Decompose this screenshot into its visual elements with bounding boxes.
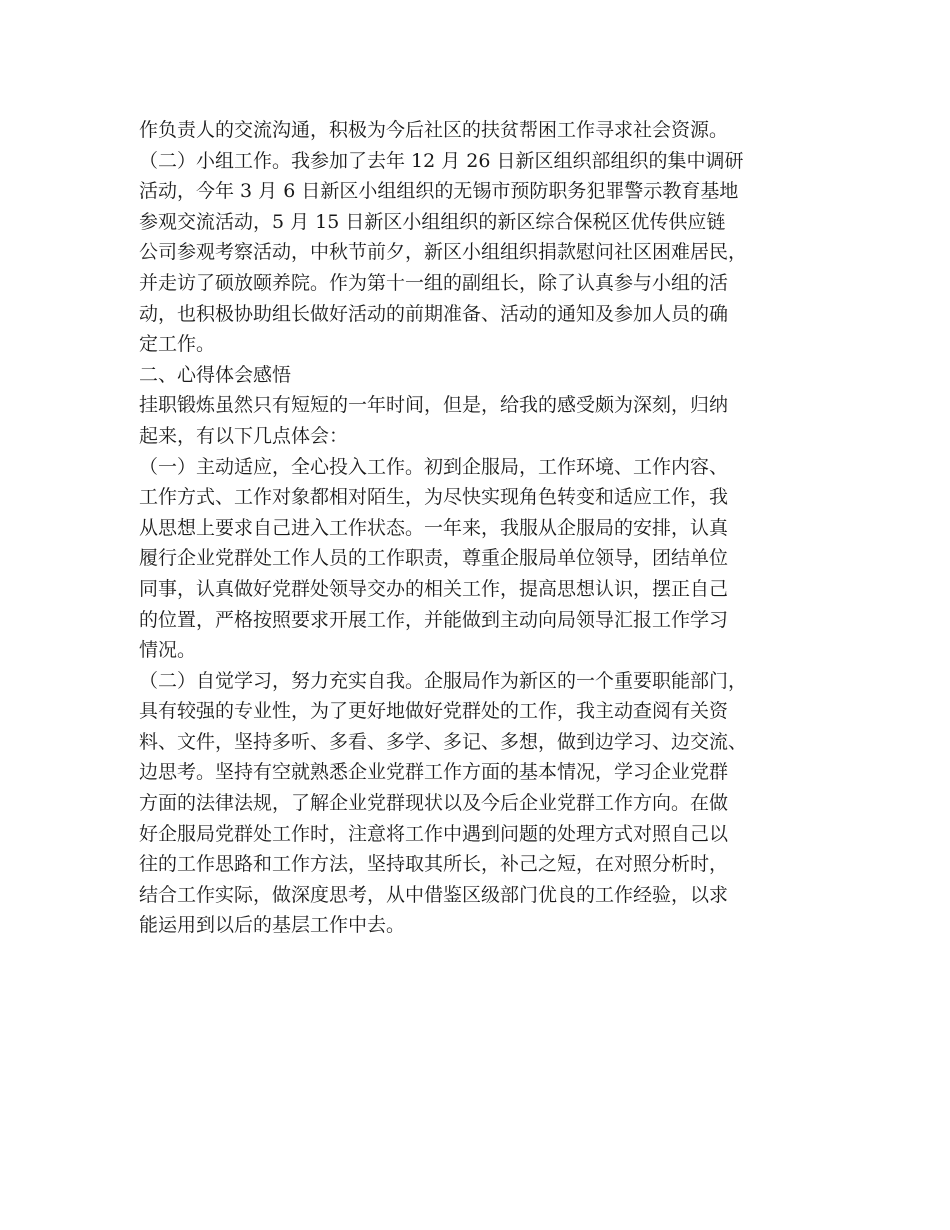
- text-line: 往的工作思路和工作方法，坚持取其所长，补己之短，在对照分析时，: [139, 853, 729, 876]
- text-line: 挂职锻炼虽然只有短短的一年时间，但是，给我的感受颇为深刻，归纳: [139, 394, 729, 417]
- text-line: 方面的法律法规，了解企业党群现状以及今后企业党群工作方向。在做: [139, 792, 729, 815]
- text-line: 并走访了硕放颐养院。作为第十一组的副组长，除了认真参与小组的活: [139, 271, 729, 294]
- text-line: 结合工作实际，做深度思考，从中借鉴区级部门优良的工作经验，以求: [139, 883, 729, 906]
- section-heading: 二、心得体会感悟: [139, 363, 292, 386]
- document-body: [139, 115, 839, 941]
- text-line: 边思考。坚持有空就熟悉企业党群工作方面的基本情况，学习企业党群: [139, 761, 729, 784]
- text-line: 能运用到以后的基层工作中去。: [139, 914, 406, 937]
- text-line: 情况。: [139, 639, 197, 662]
- text-line: 的位置，严格按照要求开展工作，并能做到主动向局领导汇报工作学习: [139, 608, 729, 631]
- text-line: 参观交流活动，5 月 15 日新区小组组织的新区综合保税区优传供应链: [139, 210, 726, 233]
- text-line: 工作方式、工作对象都相对陌生，为尽快实现角色转变和适应工作，我: [139, 486, 729, 509]
- text-line: 好企服局党群处工作时，注意将工作中遇到问题的处理方式对照自己以: [139, 822, 729, 845]
- text-line: 作负责人的交流沟通，积极为今后社区的扶贫帮困工作寻求社会资源。: [139, 119, 729, 141]
- text-line: （一）主动适应，全心投入工作。初到企服局，工作环境、工作内容、: [139, 455, 729, 478]
- text-line: 定工作。: [139, 333, 216, 356]
- text-line: 公司参观考察活动，中秋节前夕，新区小组组织捐款慰问社区困难居民，: [139, 241, 748, 264]
- text-line: 起来，有以下几点体会：: [139, 424, 349, 447]
- text-line: 同事，认真做好党群处领导交办的相关工作，提高思想认识，摆正自己: [139, 577, 729, 600]
- text-line: 料、文件，坚持多听、多看、多学、多记、多想，做到边学习、边交流、: [139, 730, 748, 753]
- text-line: 动，也积极协助组长做好活动的前期准备、活动的通知及参加人员的确: [139, 302, 729, 325]
- text-line: 具有较强的专业性，为了更好地做好党群处的工作，我主动查阅有关资: [139, 700, 729, 723]
- text-line: 活动，今年 3 月 6 日新区小组组织的无锡市预防职务犯罪警示教育基地: [139, 180, 739, 203]
- text-line: 履行企业党群处工作人员的工作职责，尊重企服局单位领导，团结单位: [139, 547, 729, 570]
- text-line: （二）小组工作。我参加了去年 12 月 26 日新区组织部组织的集中调研: [139, 149, 744, 172]
- text-line: （二）自觉学习，努力充实自我。企服局作为新区的一个重要职能部门，: [139, 669, 748, 692]
- text-line: 从思想上要求自己进入工作状态。一年来，我服从企服局的安排，认真: [139, 516, 729, 539]
